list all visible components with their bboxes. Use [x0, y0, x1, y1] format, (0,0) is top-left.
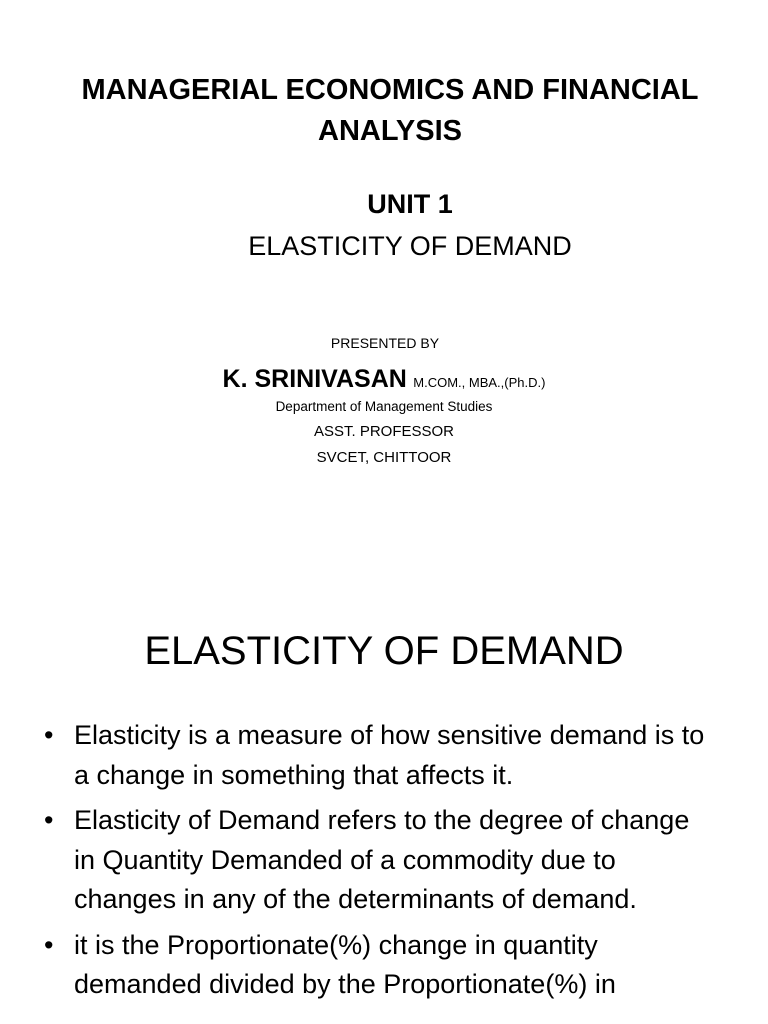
presenter-qualifications: M.COM., MBA.,(Ph.D.) [413, 375, 546, 390]
bullet-marker: • [44, 805, 54, 835]
bullet-text: Elasticity is a measure of how sensitive demand is to a change in something that affects it. [74, 720, 705, 790]
presenter-name: K. SRINIVASAN [222, 365, 407, 393]
bullet-text: Elasticity of Demand refers to the degree of change in Quantity Demanded of a commodity due to changes in any of the determinants of demand. [74, 805, 690, 914]
position: ASST. PROFESSOR [313, 423, 455, 440]
bullet-marker: • [44, 929, 54, 960]
unit-topic: ELASTICITY OF DEMAND [248, 231, 572, 261]
presenter-line [0, 363, 768, 399]
content-slide [0, 576, 768, 1024]
bullet-item [44, 801, 716, 920]
course-title: MANAGERIAL ECONOMICS AND FINANCIAL ANALYSIS [81, 74, 699, 147]
unit-label: UNIT 1 [367, 189, 453, 219]
slide-title: ELASTICITY OF DEMAND [144, 629, 624, 673]
presented-by-label: PRESENTED BY [330, 335, 440, 351]
department: Department of Management Studies [275, 399, 493, 414]
bullet-text: it is the Proportionate(%) change in quantity demanded divided by the Proportionate(%) in [74, 929, 616, 999]
bullet-item [44, 716, 716, 795]
bullet-marker: • [44, 720, 54, 750]
institution: SVCET, CHITTOOR [316, 449, 452, 466]
bullet-item [44, 926, 716, 1005]
bullet-list [44, 716, 716, 1011]
